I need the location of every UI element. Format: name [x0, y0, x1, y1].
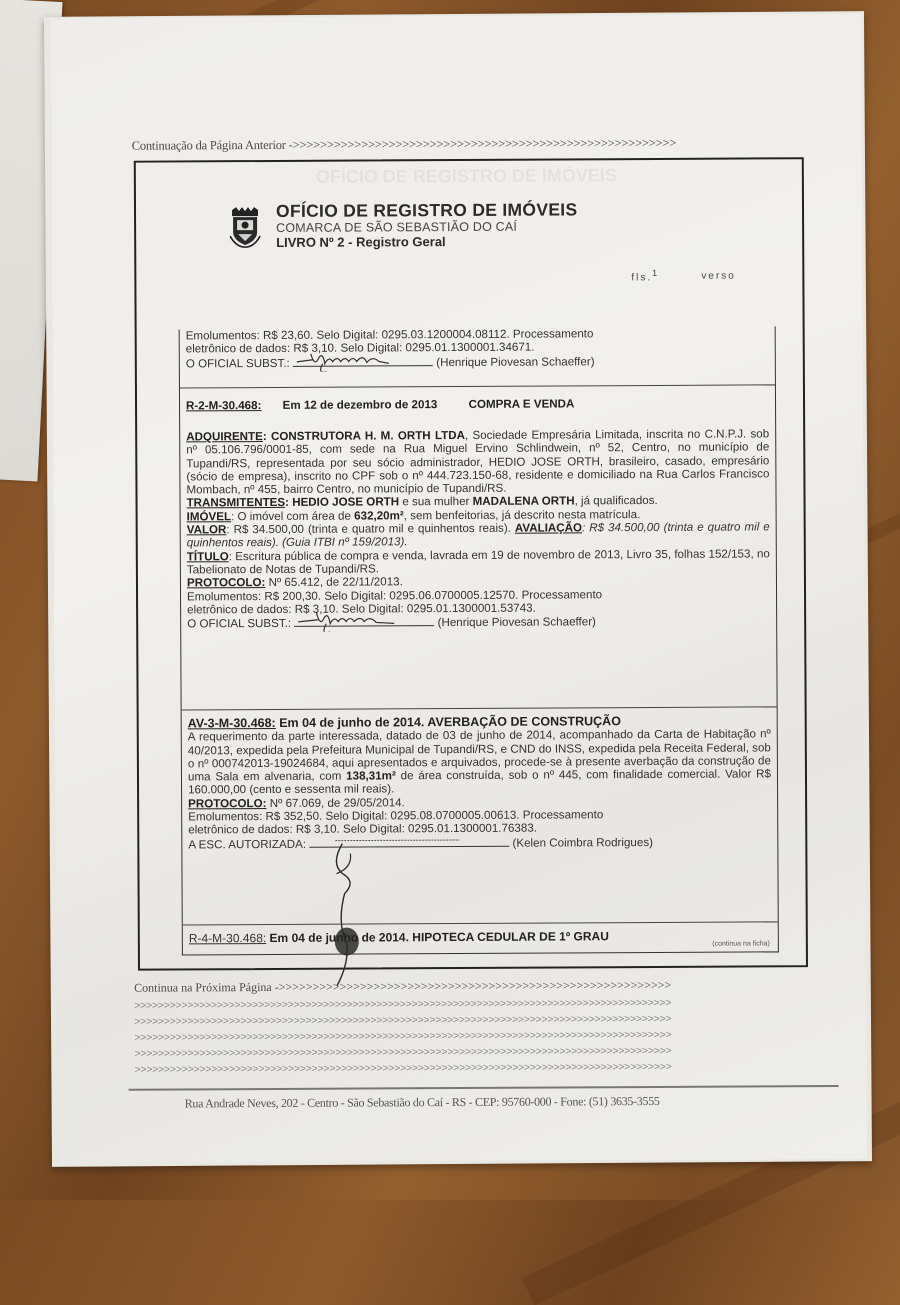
avaliacao-label: AVALIAÇÃO [514, 521, 583, 535]
registry-book: LIVRO Nº 2 - Registro Geral [276, 234, 446, 250]
protocolo-label: PROTOCOLO: [188, 796, 267, 811]
footer-divider [129, 1085, 839, 1091]
folio-label-text: fls. [631, 272, 653, 284]
transmitentes-tail: , já qualificados. [574, 494, 658, 508]
avaliacao-text: : R$ 34.500,00 (trinta e quatro mil e quinhentos reais). (Guia ITBI nº 159/2013). [186, 520, 770, 550]
signer-label: A ESC. AUTORIZADA: [188, 837, 307, 852]
filler-arrows: >>>>>>>>>>>>>>>>>>>>>>>>>>>>>>>>>>>>>>>>>>>>>>>>>>>>>>>>>>>>>>>>>>>>>>>>>>>>>>>>>>>>>>>>>>> [134, 997, 672, 1013]
continuation-from-previous: Continuação da Página Anterior ->>>>>>>>>>>>>>>>>>>>>>>>>>>>>>>>>>>>>>>>>>>>>>>>>>>>>>>> [131, 135, 677, 153]
signer-label: O OFICIAL SUBST.: [185, 356, 290, 371]
signature-scribble-icon [294, 609, 434, 632]
signer-name: (Henrique Piovesan Schaeffer) [437, 615, 596, 630]
entry-code: AV-3-M-30.468: [187, 715, 276, 731]
signature-line [186, 353, 769, 370]
transmitente-name: MADALENA ORTH [472, 494, 575, 509]
valor-label: VALOR [186, 523, 227, 537]
colon: : [262, 429, 272, 444]
valor-text: : R$ 34.500,00 (trinta e quatro mil e quinhentos reais). [226, 521, 511, 537]
registry-header [228, 200, 578, 251]
registry-document-page [51, 14, 867, 1163]
entry-separator [183, 921, 778, 925]
faded-watermark: OFÍCIO DE REGISTRO DE IMÓVEIS [315, 165, 617, 187]
entry-separator [182, 706, 777, 710]
entry-date: Em 12 de dezembro de 2013 [282, 398, 438, 412]
fees-line: Emolumentos: R$ 200,30. Selo Digital: 0295.06.0700005.12570. Processamento [187, 587, 603, 603]
signature-line [188, 834, 771, 851]
transmitentes-label: TRANSMITENTES [186, 496, 286, 510]
fees-line: eletrônico de dados: R$ 3,10. Selo Digital: 0295.01.1300001.34671. [185, 340, 535, 356]
registry-title: OFÍCIO DE REGISTRO DE IMÓVEIS [275, 199, 578, 221]
entry-type: COMPRA E VENDA [468, 397, 575, 411]
entry-code: R-2-M-30.468: [186, 399, 262, 413]
entry-separator [180, 384, 775, 388]
titulo-text: : Escritura pública de compra e venda, lavrada em 19 de novembro de 2013, Livro 35, folhas 152/153, no Tabelionato de Notas de Tupandi/RS. [186, 547, 770, 577]
continuation-to-next: Continua na Próxima Página ->>>>>>>>>>>>>>>>>>>>>>>>>>>>>>>>>>>>>>>>>>>>>>>>>>>>>>>>>> [134, 977, 672, 995]
transmitentes-connector: e sua mulher [399, 495, 473, 509]
filler-arrows: >>>>>>>>>>>>>>>>>>>>>>>>>>>>>>>>>>>>>>>>>>>>>>>>>>>>>>>>>>>>>>>>>>>>>>>>>>>>>>>>>>>>>>>>>>> [134, 1061, 672, 1077]
entries-box [179, 326, 779, 955]
protocolo-label: PROTOCOLO: [186, 576, 266, 590]
fees-line: Emolumentos: R$ 23,60. Selo Digital: 0295.03.1200004.08112. Processamento [185, 327, 594, 343]
filler-arrows: >>>>>>>>>>>>>>>>>>>>>>>>>>>>>>>>>>>>>>>>>>>>>>>>>>>>>>>>>>>>>>>>>>>>>>>>>>>>>>>>>>>>>>>>>>> [134, 1029, 672, 1045]
entry-r4-heading [183, 929, 778, 948]
registry-subtitle: COMARCA DE SÃO SEBASTIÃO DO CAÍ [276, 219, 518, 235]
fees-line: eletrônico de dados: R$ 3,10. Selo Digital: 0295.01.1300001.76383. [188, 821, 538, 837]
handwritten-signature [293, 355, 433, 367]
averbacao-text: de área construída, sob o nº 445, com finalidade comercial. Valor R$ 160.000,00 (cento e sessenta mil reais). [188, 767, 772, 797]
signature-line [187, 615, 596, 630]
signer-name: (Kelen Coimbra Rodrigues) [512, 835, 654, 850]
filler-arrows: >>>>>>>>>>>>>>>>>>>>>>>>>>>>>>>>>>>>>>>>>>>>>>>>>>>>>>>>>>>>>>>>>>>>>>>>>>>>>>>>>>>>>>>>>>> [134, 1045, 672, 1061]
entry-heading: Em 04 de junho de 2014. HIPOTECA CEDULAR DE 1º GRAU [266, 929, 609, 946]
registry-frame [134, 157, 808, 970]
protocolo-text: Nº 65.412, de 22/11/2013. [265, 575, 403, 590]
adquirente-details: , Sociedade Empresária Limitada, inscrita no C.N.P.J. sob nº 05.106.796/0001-85, com sede na Rua Miguel Ervino Schlindwein, nº 52, Centro, no município de Tupandi/RS, representada por seu sócio administrador, HEDIO JOSE ORTH, brasileiro, casado, empresário (sócio de empresa), inscrito no CPF sob o nº 444.723.150-68, residente e domiciliado na Rua Carlos Francisco Mombach, nº 455, bairro Centro, no município de Tupandi/RS. [186, 427, 770, 497]
entry-r2-heading [180, 396, 775, 412]
imovel-label: IMÓVEL [186, 509, 232, 524]
ink-signature-stroke-icon [322, 833, 373, 993]
fees-line: eletrônico de dados: R$ 3,10. Selo Digital: 0295.01.1300001.53743. [187, 601, 536, 617]
entry-av3 [182, 714, 778, 851]
entry-heading: Em 04 de junho de 2014. AVERBAÇÃO DE CONSTRUÇÃO [275, 714, 621, 730]
adquirente-name: CONSTRUTORA H. M. ORTH LTDA [270, 428, 466, 443]
signature-scribble-icon [293, 349, 433, 372]
titulo-label: TÍTULO [186, 549, 229, 564]
imovel-area: 632,20m² [354, 509, 404, 523]
signer-name: (Henrique Piovesan Schaeffer) [436, 354, 595, 369]
signer-label: O OFICIAL SUBST.: [187, 617, 292, 631]
page-side: verso [701, 270, 736, 282]
fees-line: Emolumentos: R$ 352,50. Selo Digital: 0295.08.0700005.00613. Processamento [188, 808, 604, 824]
transmitente-name: HEDIO JOSE ORTH [292, 495, 400, 510]
adquirente-label: ADQUIRENTE [186, 430, 263, 444]
entry-r2-body: ADQUIRENTE: CONSTRUTORA H. M. ORTH LTDA, Sociedade Empresária Limitada, inscrita no C.N.P.J. sob nº 05.106.796/0001-85, com sede na Rua Miguel Ervino Schlindwein, nº 52, Centro, no município de Tupandi/RS, representada por seu sócio administrador, HEDIO JOSE ORTH, brasileiro, casado, empresário (sócio de empresa), inscrito no CPF sob o nº 444.723.150-68, residente e domiciliado na Rua Carlos Francisco Mombach, nº 455, bairro Centro, no município de Tupandi/RS. TRANSMITENTES: HEDIO JOSE ORTH e sua mulher MADALENA ORTH, já qualificados. IMÓVEL: O imóvel com área de 632,20m², sem benfeitorias, já descrito nesta matrícula. VALOR: R$ 34.500,00 (trinta e quatro mil e quinhentos reais). AVALIAÇÃO: R$ 34.500,00 (trinta e quatro mil e quinhentos reais). (Guia ITBI nº 159/2013). TÍTULO: Escritura pública de compra e venda, lavrada em 19 de novembro de 2013, Livro 35, folhas 152/153, no Tabelionato de Notas de Tupandi/RS. PROTOCOLO: Nº 65.412, de 22/11/2013. Emolumentos: R$ 200,30. Selo Digital: 0295.06.0700005.12570. Processamento eletrônico de dados: R$ 3,10. Selo Digital: 0295.01.1300001.53743. O OFICIAL SUBST.: (Henrique Piovesan Schaeffer) [180, 427, 776, 631]
entry-code: R-4-M-30.468: [188, 931, 267, 946]
entry-prev-tail [180, 326, 775, 370]
imovel-text: : O imóvel com área de [231, 509, 355, 523]
handwritten-signature [294, 615, 434, 627]
imovel-text: , sem benfeitorias, já descrito nesta matrícula. [403, 507, 641, 523]
filler-arrows: >>>>>>>>>>>>>>>>>>>>>>>>>>>>>>>>>>>>>>>>>>>>>>>>>>>>>>>>>>>>>>>>>>>>>>>>>>>>>>>>>>>>>>>>>>> [134, 1013, 672, 1029]
continues-on-card-tag: (continua na ficha) [712, 940, 770, 948]
built-area: 138,31m² [346, 769, 396, 783]
protocolo-text: Nº 67.069, de 29/05/2014. [266, 796, 405, 810]
entry-av3-body [188, 728, 771, 798]
averbacao-text: A requerimento da parte interessada, datado de 03 de junho de 2014, acompanhado da Carta de Habitação nº 40/2013, expedida pela Prefeitura Municipal de Tupandi/RS, e CND do INSS, expedida pela Receita Federal, sob o nº 000742013-19024684, aqui apresentados e arquivados, procede-se à presente averbação da construção de uma Sala em alvenaria, com [187, 727, 771, 784]
folio-number: 1 [652, 267, 658, 278]
coat-of-arms-icon [228, 206, 262, 248]
folio-label [631, 268, 657, 283]
registry-address-footer: Rua Andrade Neves, 202 - Centro - São Sebastião do Caí - RS - CEP: 95760-000 - Fone: (51) 3635-3555 [184, 1093, 660, 1111]
